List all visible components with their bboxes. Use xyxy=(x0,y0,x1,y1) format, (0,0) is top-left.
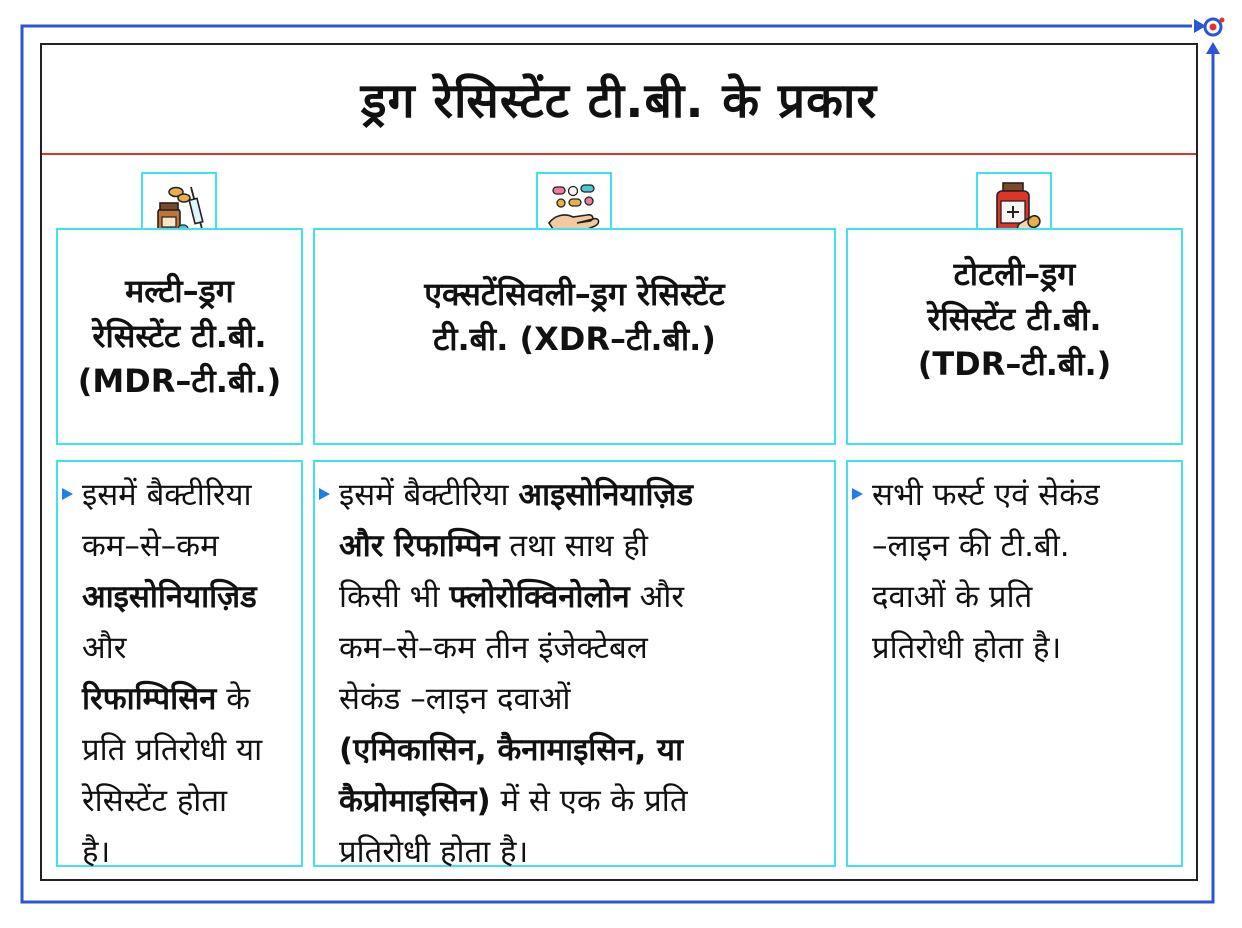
desc-line: कम–से–कम xyxy=(82,528,219,564)
brand-logo-icon xyxy=(1205,18,1225,36)
desc-line: है। xyxy=(82,834,111,870)
desc-fragment: प्रतिरोधी होता है। xyxy=(339,834,529,870)
bullet-icon xyxy=(319,488,330,500)
desc-line: और xyxy=(82,630,127,666)
xdr-heading-card xyxy=(313,228,836,445)
tdr-heading xyxy=(918,252,1112,386)
desc-line: रेसिस्टेंट होता xyxy=(82,783,228,819)
desc-line: दवाओं के प्रति xyxy=(872,579,1033,615)
bold-term: रिफाम्पिसिन xyxy=(82,681,217,717)
desc-fragment: और xyxy=(629,579,684,615)
tdr-description xyxy=(858,470,1173,674)
bold-term: फ्लोरोक्विनोलोन xyxy=(449,579,630,615)
bold-term: (एमिकासिन, कैनामाइसिन, या xyxy=(339,732,684,768)
mdr-heading-card xyxy=(56,228,303,445)
desc-fragment: कम–से–कम तीन इंजेक्टेबल xyxy=(339,630,648,666)
bold-term: आइसोनियाज़िड xyxy=(518,477,694,513)
desc-line xyxy=(339,827,826,878)
xdr-heading xyxy=(424,272,724,362)
desc-fragment: तथा साथ ही xyxy=(499,528,648,564)
desc-fragment: किसी भी xyxy=(339,579,450,615)
desc-line xyxy=(339,521,826,572)
bold-term: आइसोनियाज़िड xyxy=(82,579,257,615)
desc-line: इसमें बैक्टीरिया xyxy=(82,477,252,513)
bold-term: कैप्रोमाइसिन) xyxy=(339,783,491,819)
xdr-body-card xyxy=(313,460,836,870)
desc-line xyxy=(339,572,826,623)
heading-line: (TDR–टी.बी.) xyxy=(917,344,1112,383)
heading-line: रेसिस्टेंट टी.बी. xyxy=(92,317,267,356)
bullet-icon xyxy=(62,488,73,500)
desc-fragment: के xyxy=(216,681,251,717)
title-bar xyxy=(42,45,1196,155)
desc-line xyxy=(82,674,293,725)
desc-line: प्रतिरोधी होता है। xyxy=(872,630,1062,666)
desc-line xyxy=(339,776,826,827)
bullet-icon xyxy=(852,488,863,500)
heading-line: मल्टी–ड्रग xyxy=(125,272,234,311)
desc-line xyxy=(82,572,293,623)
desc-line xyxy=(339,470,826,521)
heading-line: रेसिस्टेंट टी.बी. xyxy=(927,299,1102,338)
desc-line: –लाइन की टी.बी. xyxy=(872,528,1070,564)
desc-line xyxy=(339,623,826,674)
desc-fragment: इसमें बैक्टीरिया xyxy=(339,477,519,513)
desc-line: प्रति प्रतिरोधी या xyxy=(82,732,263,768)
mdr-heading xyxy=(78,269,282,403)
mdr-description xyxy=(68,470,293,878)
desc-line xyxy=(339,725,826,776)
desc-line: सभी फर्स्ट एवं सेकंड xyxy=(872,477,1100,513)
heading-line: (MDR–टी.बी.) xyxy=(77,361,282,400)
tdr-body-card xyxy=(846,460,1183,867)
desc-fragment: सेकंड –लाइन दवाओं xyxy=(339,681,571,717)
page-title: ड्रग रेसिस्टेंट टी.बी. के प्रकार xyxy=(360,72,878,129)
heading-line: एक्सटेंसिवली–ड्रग रेसिस्टेंट xyxy=(424,275,725,313)
heading-line: टी.बी. (XDR–टी.बी.) xyxy=(433,319,716,358)
xdr-description xyxy=(325,470,826,878)
desc-fragment: में से एक के प्रति xyxy=(490,783,688,819)
mdr-body-card xyxy=(56,460,303,870)
tdr-heading-card xyxy=(846,228,1183,445)
desc-line xyxy=(339,674,826,725)
bold-term: और रिफाम्पिन xyxy=(339,528,500,564)
heading-line: टोटली–ड्रग xyxy=(953,255,1076,293)
